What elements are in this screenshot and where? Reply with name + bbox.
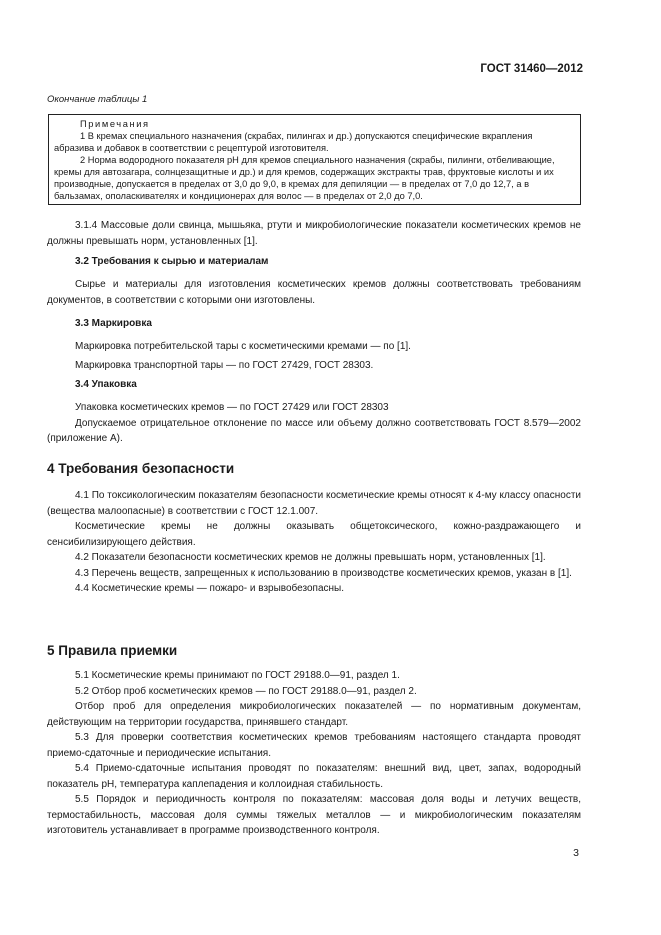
section-4-p2: Косметические кремы не должны оказывать общетоксического, кожно-раздражающего и сенсибилизирующего действия.	[47, 521, 581, 548]
paragraph-3-1-4-block	[47, 218, 581, 249]
section-4-title: 4 Требования безопасности	[47, 461, 235, 476]
section-3-3-line-1: Маркировка потребительской тары с косметическими кремами — по [1].	[75, 341, 411, 352]
section-5-p5: 5.4 Приемо-сдаточные испытания проводят по показателям: внешний вид, цвет, запах, водородный показатель pH, температура каплепадения и коллоидная стабильность.	[47, 763, 581, 790]
section-5-body	[47, 668, 581, 839]
table-continuation-label: Окончание таблицы 1	[47, 94, 148, 105]
section-3-2-title: 3.2 Требования к сырью и материалам	[75, 256, 269, 267]
section-5-p2: 5.2 Отбор проб косметических кремов — по ГОСТ 29188.0—91, раздел 2.	[75, 685, 417, 697]
notes-box	[48, 114, 581, 205]
section-5-p1: 5.1 Косметические кремы принимают по ГОСТ 29188.0—91, раздел 1.	[75, 670, 400, 681]
section-5-p4: 5.3 Для проверки соответствия косметических кремов требованиям настоящего стандарта проводят приемо-сдаточные и периодические испытания.	[47, 732, 581, 759]
section-3-4-body	[47, 400, 581, 447]
note-1: 1 В кремах специального назначения (скрабах, пилингах и др.) допускаются специфические вкрапления абразива и добавок в соответствии с рецептурой изготовителя.	[54, 131, 533, 153]
section-5-title: 5 Правила приемки	[47, 643, 178, 658]
section-4-p3: 4.2 Показатели безопасности косметических кремов не должны превышать норм, установленных [1].	[75, 552, 546, 563]
section-3-2-body	[47, 277, 581, 308]
section-4-p1: 4.1 По токсикологическим показателям безопасности косметические кремы относят к 4-му классу опасности (вещества малоопасные) в соответствии с ГОСТ 12.1.007.	[47, 490, 581, 517]
page-number: 3	[573, 847, 579, 859]
section-3-4-title: 3.4 Упаковка	[75, 379, 137, 390]
section-4-p5: 4.4 Косметические кремы — пожаро- и взрывобезопасны.	[75, 583, 344, 594]
section-5-p6: 5.5 Порядок и периодичность контроля по показателям: массовая доля воды и летучих веществ, термостабильность, массовая доля суммы тяжелых металлов — и микробиологическим показателям изготовитель устанавливает в программе производственного контроля.	[47, 794, 581, 836]
section-3-4-line-1: Упаковка косметических кремов — по ГОСТ 27429 или ГОСТ 28303	[75, 402, 389, 413]
section-5-p3: Отбор проб для определения микробиологических показателей — по нормативным документам, действующим на территории государства, принявшего стандарт.	[47, 701, 581, 728]
notes-heading: Примечания	[80, 119, 150, 129]
note-2: 2 Норма водородного показателя pH для кремов специального назначения (скрабы, пилинги, отбеливающие, кремы для автозагара, солнцезащитные и др.) и для кремов, содержащих экстракты трав, фруктовые кислоты и их производные, допускается в пределах от 3,0 до 9,0, в кремах для депиляции — в пределах от 7,0 до 12,7, а в бальзамах, ополаскивателях и кондиционерах для волос — в пределах от 2,0 до 7,0.	[54, 155, 555, 201]
standard-number: ГОСТ 31460—2012	[480, 63, 583, 75]
section-4-p4: 4.3 Перечень веществ, запрещенных к использованию в производстве косметических кремов, указан в [1].	[75, 567, 572, 579]
section-3-4-line-2: Допускаемое отрицательное отклонение по массе или объему должно соответствовать ГОСТ 8.579—2002 (приложение А).	[47, 417, 581, 444]
section-3-3-title: 3.3 Маркировка	[75, 318, 152, 329]
paragraph-3-1-4: 3.1.4 Массовые доли свинца, мышьяка, ртути и микробиологические показатели косметических кремов не должны превышать норм, установленных [1].	[47, 220, 581, 247]
section-3-3-body	[47, 339, 581, 373]
section-3-3-line-2: Маркировка транспортной тары — по ГОСТ 27429, ГОСТ 28303.	[75, 359, 374, 371]
section-4-body	[47, 488, 581, 597]
section-3-2-text: Сырье и материалы для изготовления косметических кремов должны соответствовать требованиям документов, в соответствии с которыми они изготовлены.	[47, 279, 581, 306]
